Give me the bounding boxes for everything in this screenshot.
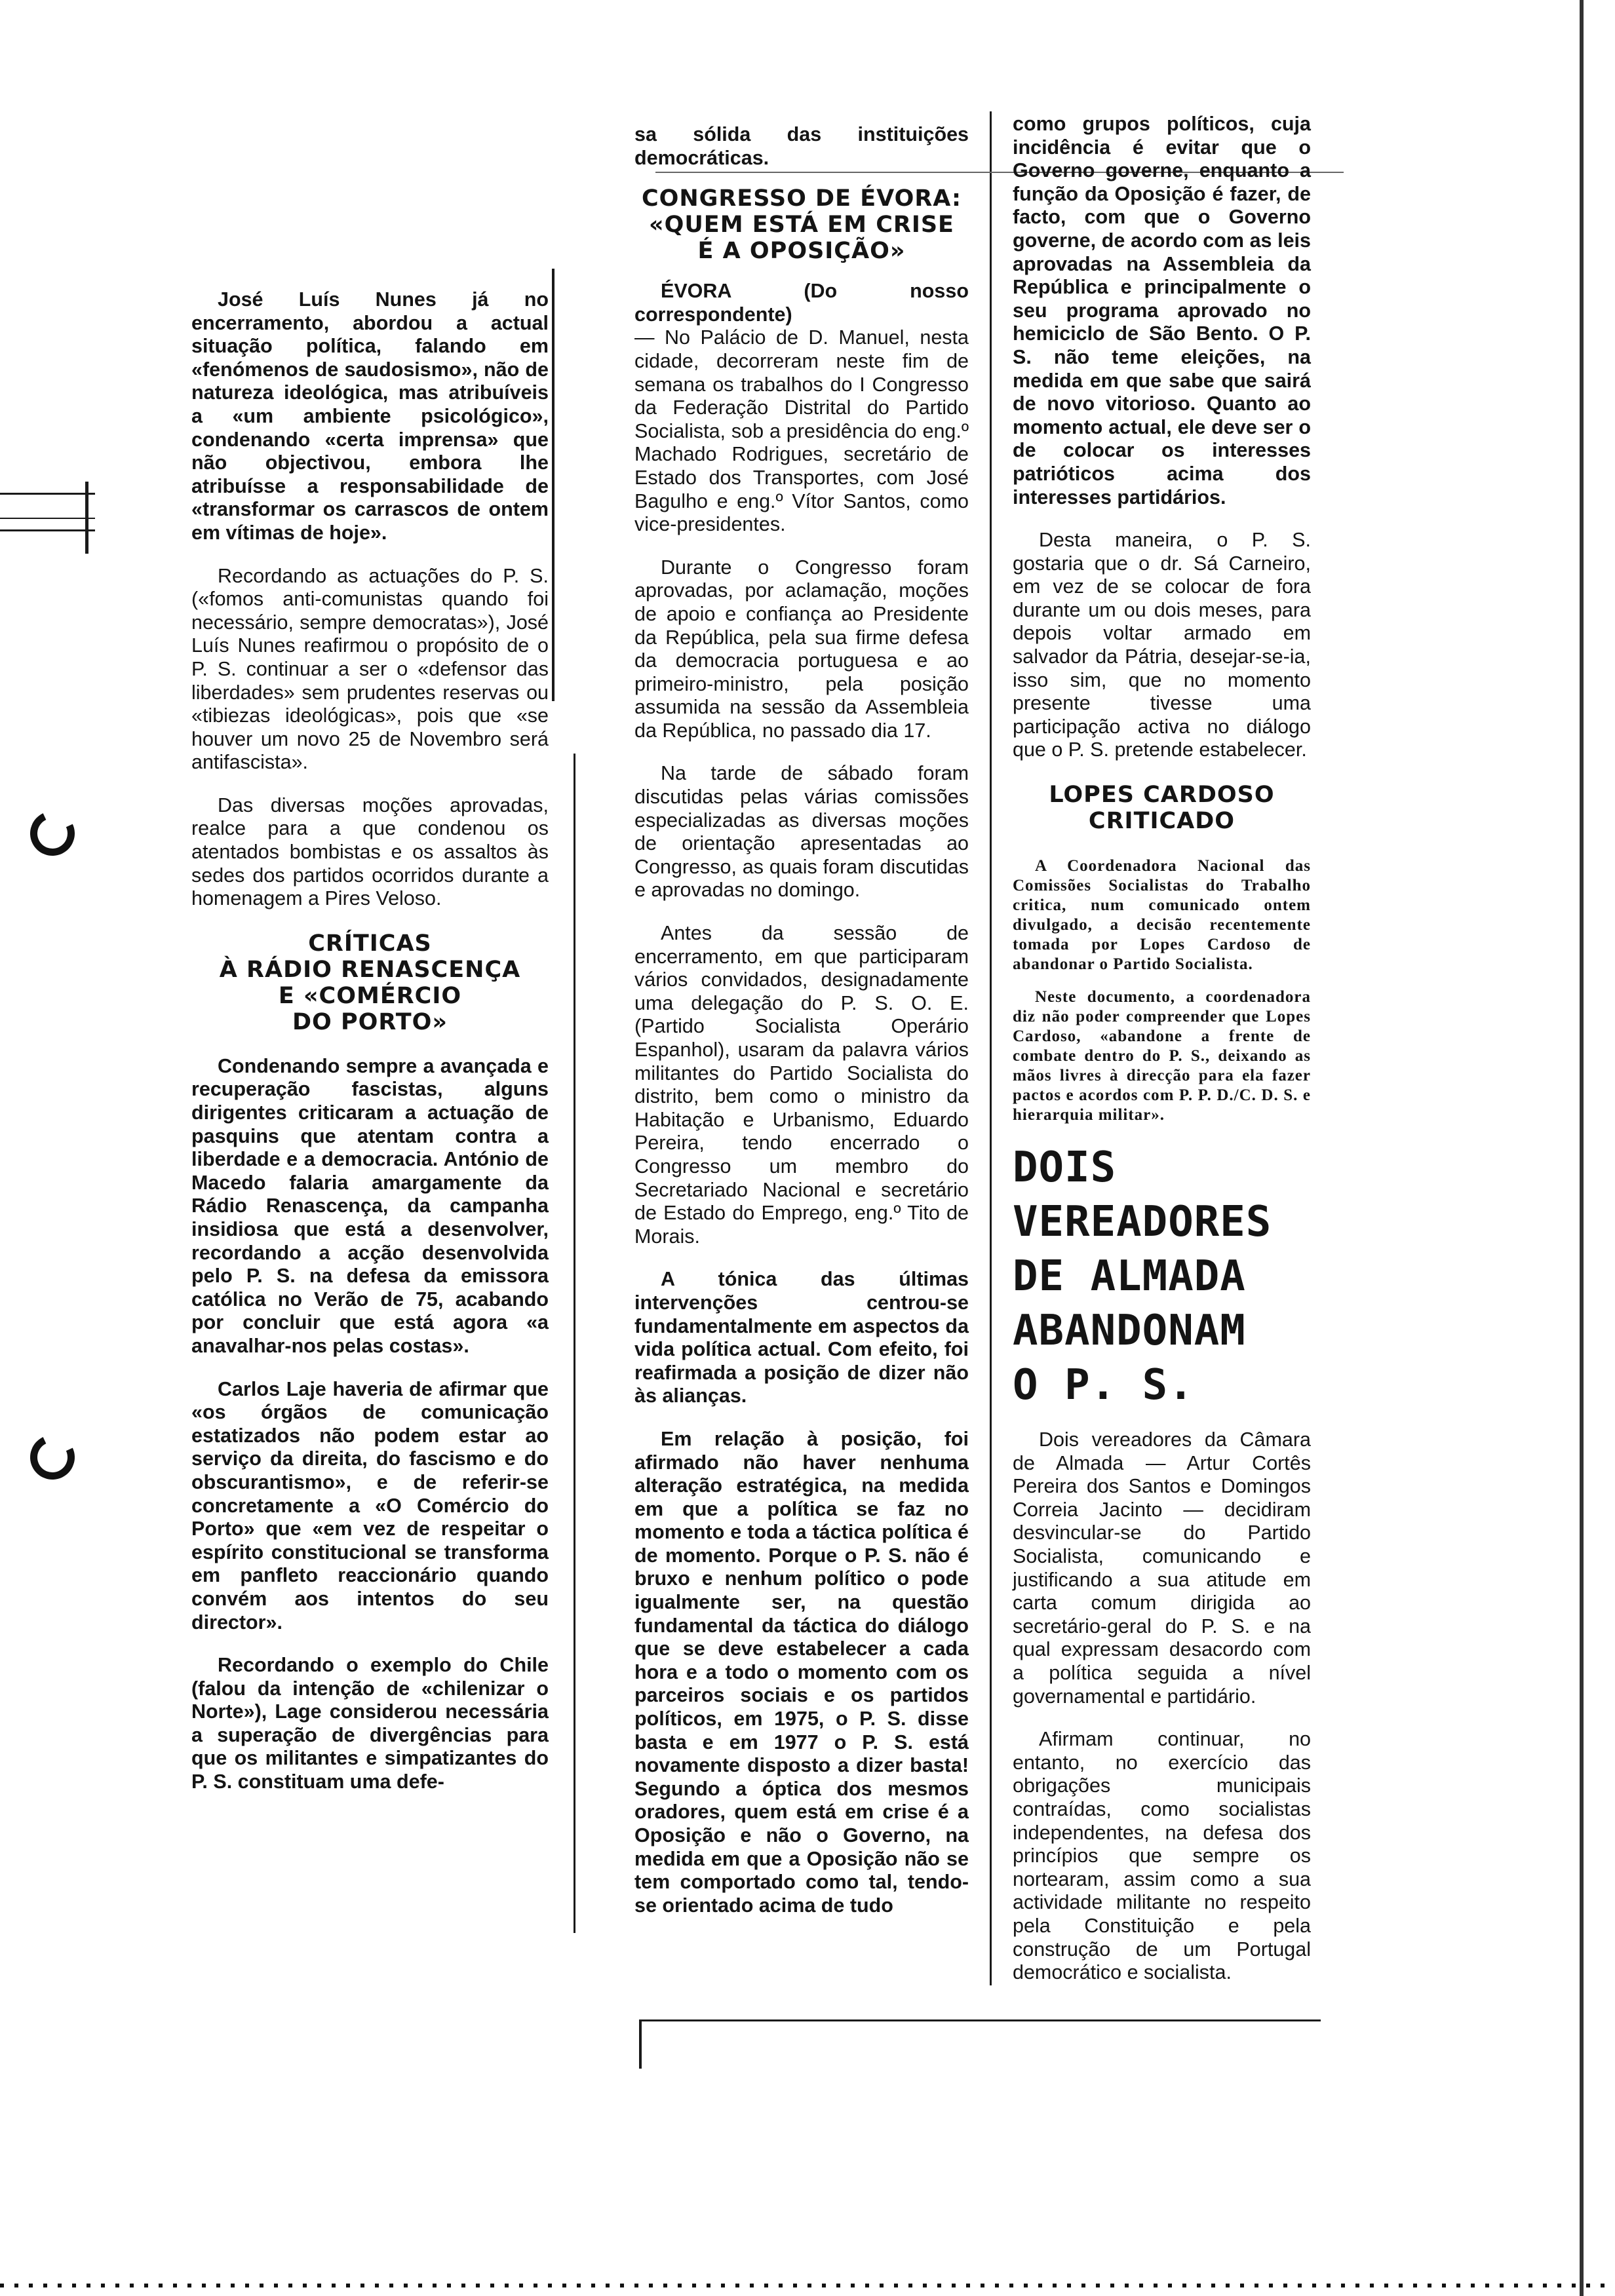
column-rule-1 [552, 269, 555, 701]
column-rule-2 [990, 111, 992, 1985]
heading-lopes-cardoso: LOPES CARDOSO CRITICADO [1049, 782, 1275, 835]
heading-dois-vereadores: DOIS VEREADORES DE ALMADA ABANDONAM O P. S. [1013, 1143, 1272, 1410]
paragraph-actuacoes: Recordando as actuações do P. S. («fomos anti-comunistas quando foi necessário, sempre democratas»), José Luís Nunes reafirmou o propósito de o P. S. continuar a ser o «defensor das liberdades» sem prudentes reservas ou «tibiezas ideológicas», pois que «se houver um novo 25 de Novembro será antifascista». [191, 564, 549, 774]
paragraph-antes: Antes da sessão de encerramento, em que participaram vários convidados, designadamente uma delegação do P. S. O. E. (Partido Socialista Operário Espanhol), usaram da palavra vários militantes do Partido Socialista do distrito, bem como o ministro da Habitação e Urbanismo, Eduardo Pereira, tendo encerrado o Congresso um membro do Secretariado Nacional e secretário de Estado do Emprego, eng.º Tito de Morais. [634, 922, 969, 1248]
bottom-box-line [639, 2019, 1321, 2021]
paragraph-palacio: — No Palácio de D. Manuel, nesta cidade, decorreram neste fim de semana os trabalhos do I Congresso da Federação Distrital do Partido Socialista, sob a presidência do eng.º Machado Rodrigues, secretário de Estado dos Transportes, com José Bagulho e eng.º Vítor Santos, como vice-presidentes. [634, 326, 969, 536]
column-2 [634, 123, 969, 1937]
paragraph-carlos-laje: Carlos Laje haveria de afirmar que «os órgãos de comunicação estatizados não podem estar ao serviço da direita, do fascismo e do obscurantismo», e de referir-se concretamente a «O Comércio do Porto» que «em vez de respeitar o espírito constitucional se transforma em panfleto reaccionário quando convém aos intentos do seu director». [191, 1377, 549, 1634]
heading-criticas: CRÍTICAS À RÁDIO RENASCENÇA E «COMÉRCIO DO PORTO» [219, 930, 521, 1035]
bottom-edge-marks [0, 2284, 1615, 2287]
paragraph-chile: Recordando o exemplo do Chile (falou da intenção de «chilenizar o Norte»), Lage considerou necessária a superação de divergências para que os militantes e simpatizantes do P. S. constituam uma defe- [191, 1654, 549, 1793]
bottom-box-left [639, 2019, 642, 2069]
paragraph-durante: Durante o Congresso foram aprovadas, por aclamação, moções de apoio e confiança ao Presidente da República, pela sua firme defesa da democracia portuguesa e ao primeiro-ministro, pela posição assumida na sessão da Assembleia da República, no passado dia 17. [634, 556, 969, 742]
note-documento: Neste documento, a coordenadora diz não poder compreender que Lopes Cardoso, «abandone a frente de combate dentro do P. S., deixando as mãos livres à direcção para ela fazer pactos e acordos com P. P. D./C. D. S. e hierarquia militar». [1013, 988, 1311, 1124]
paragraph-closing-speech: José Luís Nunes já no encerramento, abordou a actual situação política, falando em «fenómenos de saudosismo», não de natureza ideológica, mas atribuíveis a «um ambiente psicológico», condenando «certa imprensa» que não objectivou, embora lhe atribuísse a responsabilidade de «transformar os carrascos de ontem em vítimas de hoje». [191, 288, 549, 544]
paragraph-tarde: Na tarde de sábado foram discutidas pelas várias comissões especializadas as diversas moções de orientação apresentadas ao Congresso, as quais foram discutidas e aprovadas no domingo. [634, 762, 969, 902]
punch-hole-top [24, 805, 81, 862]
paragraph-condenando: Condenando sempre a avançada e recuperação fascistas, alguns dirigentes criticaram a actuação de pasquins que atentam contra a liberdade e a democracia. António de Macedo falaria amargamente da Rádio Renascença, da campanha insidiosa que está a desenvolver, recordando a acção desenvolvida pelo P. S. na defesa da emissora católica no Verão de 75, acabando por concluir que está agora «a anavalhar-nos pelas costas». [191, 1054, 549, 1357]
paragraph-lead-fragment: sa sólida das instituições democráticas. [634, 123, 969, 169]
column-1 [191, 288, 549, 1814]
heading-congresso-evora: CONGRESSO DE ÉVORA: «QUEM ESTÁ EM CRISE É A OPOSIÇÃO» [641, 185, 962, 265]
punch-hole-bottom [24, 1428, 81, 1485]
right-margin-line [1580, 0, 1584, 2296]
margin-mark-line-2 [0, 518, 95, 519]
margin-mark-line-3 [0, 529, 95, 531]
column-3 [1013, 113, 1311, 2004]
dateline-evora: ÉVORA (Do nosso correspondente) [634, 280, 969, 326]
paragraph-grupos-politicos: como grupos políticos, cuja incidência é evitar que o Governo governe, enquanto a função da Oposição é fazer, de facto, com que o Governo governe, de acordo com as leis aprovadas na Assembleia da República e principalmente o seu programa aprovado no hemiciclo de São Bento. O P. S. não teme eleições, na medida em que sabe que sairá de novo vitorioso. Quanto ao momento actual, ele deve ser o de colocar os interesses patrióticos acima dos interesses partidários. [1013, 113, 1311, 508]
column-rule-1b [574, 754, 575, 1933]
paragraph-mocoes: Das diversas moções aprovadas, realce para a que condenou os atentados bombistas e os assaltos às sedes dos partidos ocorridos durante a homenagem a Pires Veloso. [191, 794, 549, 910]
paragraph-relacao: Em relação à posição, foi afirmado não haver nenhuma alteração estratégica, na medida em que a política se faz no momento e toda a táctica política é de momento. Porque o P. S. não é bruxo e nenhum político o pode igualmente ser, na questão fundamental da táctica do diálogo que se deve estabelecer a cada hora e a todo o momento com os parceiros sociais e os partidos políticos, em 1975, o P. S. disse basta e em 1977 o P. S. está novamente disposto a dizer basta! Segundo a óptica dos mesmos oradores, quem está em crise é a Oposição e não o Governo, na medida em que a Oposição não se tem comportado como tal, tendo-se orientado acima de tudo [634, 1427, 969, 1917]
paragraph-afirmam: Afirmam continuar, no entanto, no exercício das obrigações municipais contraídas, como socialistas independentes, na defesa dos princípios que sempre os nortearam, assim como a sua actividade militante no respeito pela Constituição e pela construção de um Portugal democrático e socialista. [1013, 1728, 1311, 1984]
paragraph-tonica: A tónica das últimas intervenções centrou-se fundamentalmente em aspectos da vida política actual. Com efeito, foi reafirmada a posição de dizer não às alianças. [634, 1268, 969, 1407]
paragraph-desta-maneira: Desta maneira, o P. S. gostaria que o dr. Sá Carneiro, em vez de se colocar de fora durante um ou dois meses, para depois voltar armado em salvador da Pátria, desejar-se-ia, isso sim, que no momento presente tivesse uma participação activa no diálogo que o P. S. pretende estabelecer. [1013, 529, 1311, 761]
paragraph-vereadores: Dois vereadores da Câmara de Almada — Artur Cortês Pereira dos Santos e Domingos Correia Jacinto — decidiram desvincular-se do Partido Socialista, comunicando e justificando a sua atitude em carta comum dirigida ao secretário-geral do P. S. e na qual expressam desacordo com a política seguida a nível governamental e partidário. [1013, 1428, 1311, 1708]
margin-mark-tick [85, 482, 88, 554]
note-coordenadora: A Coordenadora Nacional das Comissões Socialistas do Trabalho critica, num comunicado ontem divulgado, a decisão recentemente tomada por Lopes Cardoso de abandonar o Partido Socialista. [1013, 857, 1311, 974]
margin-mark-line [0, 493, 95, 495]
